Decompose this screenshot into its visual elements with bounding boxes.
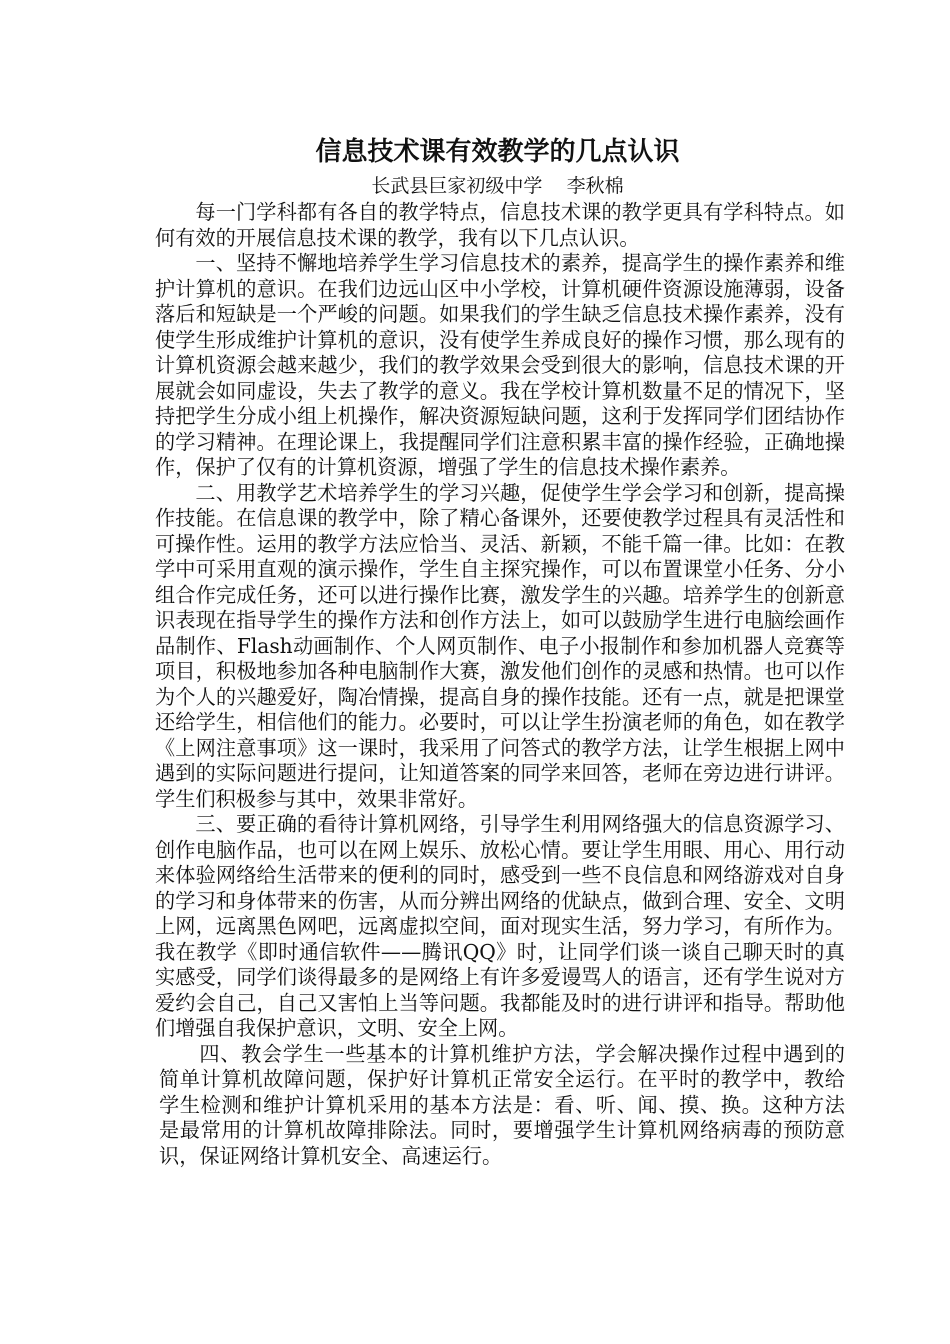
intro-paragraph: 每一门学科都有各自的教学特点，信息技术课的教学更具有学科特点。如何有效的开展信息技术课的教学，我有以下几点认识。 bbox=[155, 200, 845, 250]
section-four-paragraph: 四、教会学生一些基本的计算机维护方法，学会解决操作过程中遇到的简单计算机故障问题，保护好计算机正常安全运行。在平时的教学中，教给学生检测和维护计算机采用的基本方法是：看、听、闻、摸、换。这种方法是最常用的计算机故障排除法。同时，要增强学生计算机网络病毒的预防意识，保证网络计算机安全、高速运行。 bbox=[159, 1041, 845, 1168]
section-two-paragraph: 二、用教学艺术培养学生的学习兴趣，促使学生学会学习和创新，提高操作技能。在信息课的教学中，除了精心备课外，还要使教学过程具有灵活性和可操作性。运用的教学方法应恰当、灵活、新颖，不能千篇一律。比如：在教学中可采用直观的演示操作，学生自主探究操作，可以布置课堂小任务、分小组合作完成任务，还可以进行操作比赛，激发学生的兴趣。培养学生的创新意识表现在指导学生的操作方法和创作方法上，如可以鼓励学生进行电脑绘画作品制作、Flash动画制作、个人网页制作、电子小报制作和参加机器人竞赛等项目，积极地参加各种电脑制作大赛，激发他们创作的灵感和热情。也可以作为个人的兴趣爱好，陶冶情操，提高自身的操作技能。还有一点，就是把课堂还给学生，相信他们的能力。必要时，可以让学生扮演老师的角色，如在教学《上网注意事项》这一课时，我采用了问答式的教学方法，让学生根据上网中遇到的实际问题进行提问，让知道答案的同学来回答，老师在旁边进行讲评。学生们积极参与其中，效果非常好。 bbox=[155, 480, 845, 811]
section-one-paragraph: 一、坚持不懈地培养学生学习信息技术的素养，提高学生的操作素养和维护计算机的意识。在我们边远山区中小学校，计算机硬件资源设施薄弱，设备落后和短缺是一个严峻的问题。如果我们的学生缺乏信息技术操作素养，没有使学生形成维护计算机的意识，没有使学生养成良好的操作习惯，那么现有的计算机资源会越来越少，我们的教学效果会受到很大的影响，信息技术课的开展就会如同虚设，失去了教学的意义。我在学校计算机数量不足的情况下，坚持把学生分成小组上机操作，解决资源短缺问题，这利于发挥同学们团结协作的学习精神。在理论课上，我提醒同学们注意积累丰富的操作经验，正确地操作，保护了仅有的计算机资源，增强了学生的信息技术操作素养。 bbox=[155, 251, 845, 479]
author-byline: 长武县巨家初级中学 李秋棉 bbox=[371, 175, 624, 197]
document-body bbox=[155, 200, 845, 1169]
document-title: 信息技术课有效教学的几点认识 bbox=[315, 137, 680, 167]
section-three-paragraph: 三、要正确的看待计算机网络，引导学生利用网络强大的信息资源学习、创作电脑作品，也可以在网上娱乐、放松心情。要让学生用眼、用心、用行动来体验网络给生活带来的便利的同时，感受到一些不良信息和网络游戏对自身的学习和身体带来的伤害，从而分辨出网络的优缺点，做到合理、安全、文明上网，远离黑色网吧，远离虚拟空间，面对现实生活，努力学习，有所作为。我在教学《即时通信软件——腾讯QQ》时，让同学们谈一谈自己聊天时的真实感受，同学们谈得最多的是网络上有许多爱谩骂人的语言，还有学生说对方爱约会自己，自己又害怕上当等问题。我都能及时的进行讲评和指导。帮助他们增强自我保护意识，文明、安全上网。 bbox=[155, 812, 845, 1040]
